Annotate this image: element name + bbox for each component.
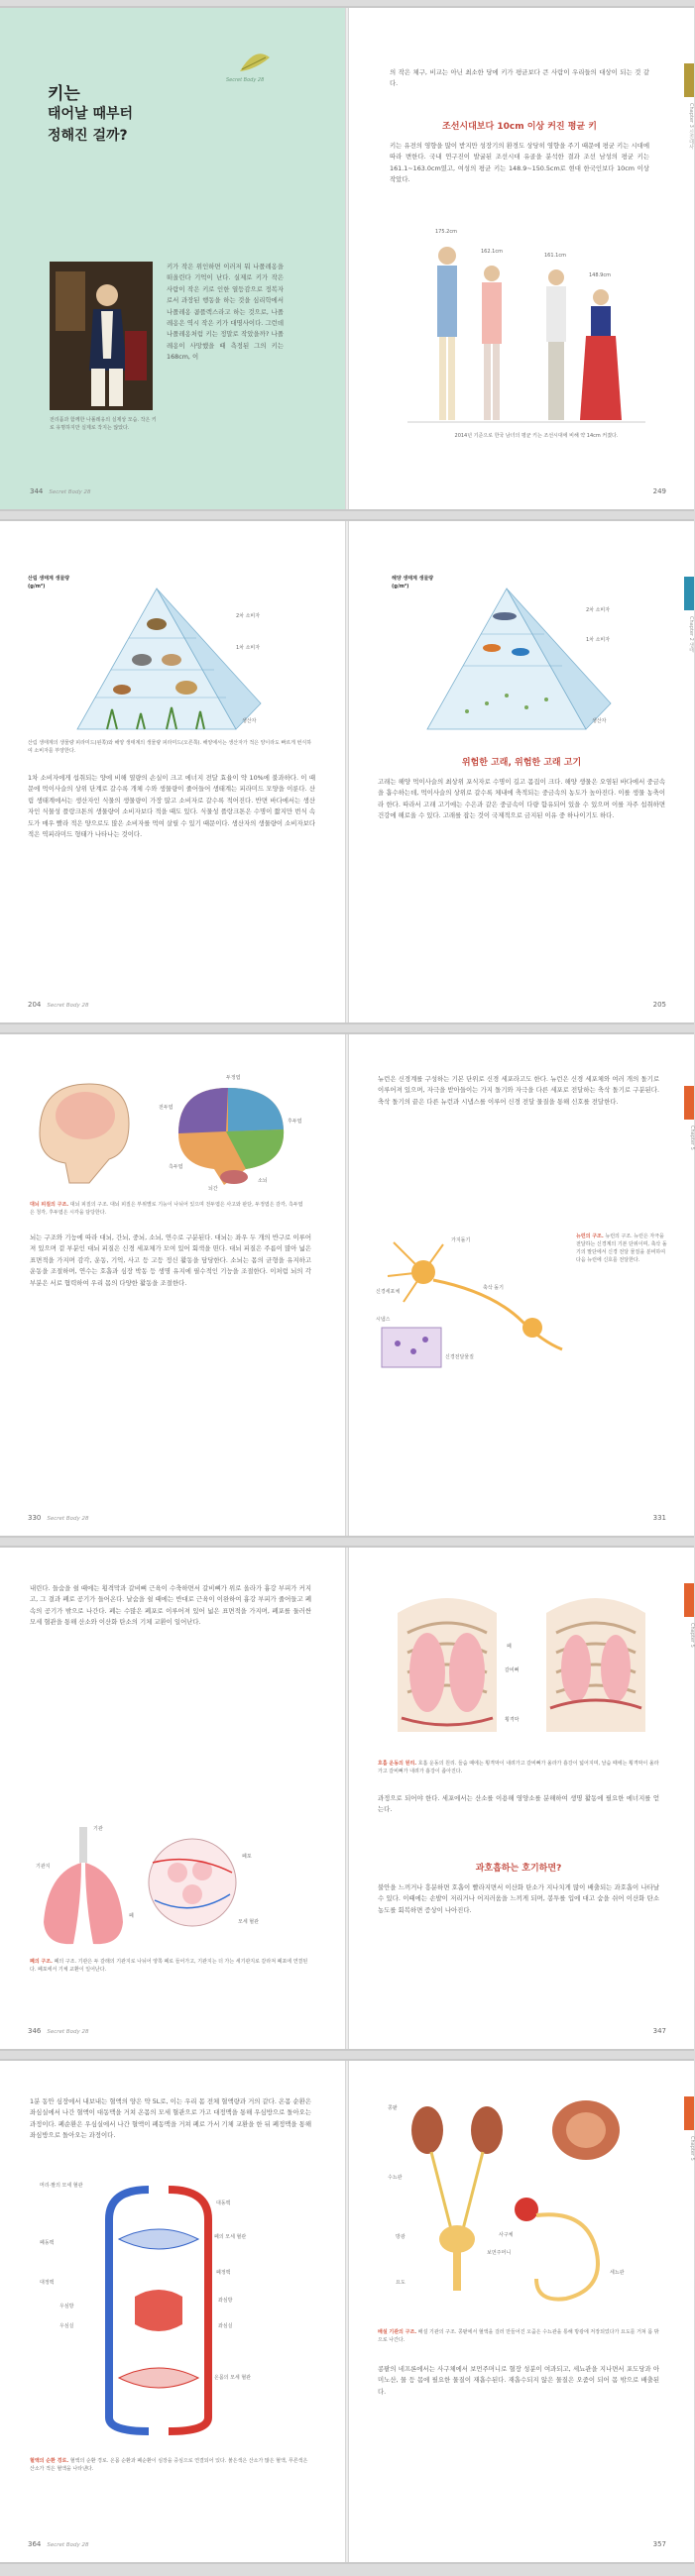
circ-label-1: 머리·팔의 모세 혈관	[40, 2183, 83, 2189]
section-subhead: 과호흡하는 호기하면?	[475, 1864, 562, 1874]
lung-label-5: 모세 혈관	[238, 1919, 259, 1925]
spread-1	[0, 6, 694, 511]
brain-figure	[30, 1074, 307, 1193]
lung-caption: 폐의 구조. 폐의 구조. 기관은 두 갈래의 기관지로 나뉘어 양쪽 폐로 들어가고, 기관지는 더 가는 세기관지로 갈라져 폐포에 연결된다. 폐포에서 기체 교환이 일어난다.	[30, 1959, 308, 1973]
page-331	[348, 1034, 694, 1536]
circ-label-6: 대정맥	[40, 2280, 55, 2286]
pyr1-label-1: 2차 소비자	[236, 613, 261, 619]
right-body-text: 키는 유전의 영향을 많이 받지만 성장기의 환경도 상당히 영향을 주기 때문에 평균 키는 시대에 따라 변한다. 국내 연구진이 발굴된 조선시대 유골을 분석한 결과 조선 남성의 평균 키는 161.1~163.0cm였고, 여성의 평균 키는 148.9~150.5cm로 현대 한국인보다 10cm 이상 작았다.	[390, 142, 649, 184]
circ-label-2: 폐의 모세 혈관	[214, 2234, 247, 2240]
chapter-tab	[684, 1583, 694, 1617]
lung-label-1: 기관	[93, 1826, 103, 1832]
left-body-text: 뇌는 구조와 기능에 따라 대뇌, 간뇌, 중뇌, 소뇌, 연수로 구분된다. 대뇌는 좌우 두 개의 반구로 이루어져 있으며 겉 부분인 대뇌 피질은 신경 세포체가 모여 있어 회색을 띤다. 대뇌 피질은 주름이 많아 넓은 표면적을 가지며 감각, 운동, 기억, 사고 등 고등 정신 활동을 담당한다. 소뇌는 몸의 균형을 유지하고 운동을 조절하며, 연수는 호흡과 심장 박동 등 생명 유지에 필수적인 기능을 조절한다. 이처럼 뇌의 각 부분은 서로 협력하여 우리 몸의 다양한 활동을 조절한다.	[30, 1234, 311, 1287]
page-205	[348, 521, 694, 1022]
circ-label-10: 좌심실	[218, 2323, 233, 2329]
right-body-text: 콩팥의 네프론에서는 사구체에서 보먼주머니로 혈장 성분이 여과되고, 세뇨관을 지나면서 포도당과 아미노산, 물 등 몸에 필요한 물질이 재흡수된다. 재흡수되지 않은 물질은 오줌이 되어 몸 밖으로 배출된다.	[378, 2365, 659, 2396]
kidney-figure	[388, 2091, 655, 2318]
kidney-label-3: 방광	[396, 2234, 405, 2240]
marine-pyramid	[398, 585, 636, 733]
right-body-top: 과정으로 되어야 한다. 세포에서는 산소를 이용해 영양소를 분해하여 생명 활동에 필요한 에너지를 얻는다.	[378, 1794, 659, 1814]
leaf-icon	[238, 52, 272, 73]
pyramid1-title: 산림 생태계 생물량 (g/m²)	[28, 576, 70, 590]
brain-label-4: 측두엽	[169, 1164, 183, 1170]
circ-label-11: 온몸의 모세 혈관	[214, 2375, 251, 2381]
page-number-left: 364 Secret Body 28	[28, 2540, 89, 2548]
page-number-left: 344 Secret Body 28	[30, 487, 91, 495]
kidney-label-5: 사구체	[499, 2232, 514, 2238]
spread-5	[0, 2059, 694, 2564]
height-caption: 2014년 기준으로 한국 남녀의 평균 키는 조선시대에 비해 약 14cm 커졌다.	[454, 433, 619, 439]
pyr1-label-3: 생산자	[242, 718, 257, 724]
pyramid2-title: 해양 생태계 생물량 (g/m²)	[392, 576, 434, 590]
neuron-figure	[374, 1233, 572, 1371]
circ-label-3: 대동맥	[216, 2200, 231, 2206]
neuron-label-1: 가지돌기	[451, 1237, 471, 1243]
brain-label-6: 뇌간	[208, 1186, 218, 1192]
lung-label-4: 폐포	[242, 1854, 252, 1860]
page-364	[0, 2061, 346, 2562]
spread-2	[0, 519, 694, 1024]
title-line-1: 키는	[48, 84, 80, 104]
pyr2-label-3: 생산자	[592, 718, 607, 724]
title-line-2: 태어날 때부터	[48, 106, 134, 122]
chest-label-1: 폐	[507, 1644, 512, 1650]
circ-label-4: 폐동맥	[40, 2240, 55, 2246]
neuron-label-2: 신경세포체	[376, 1289, 401, 1295]
right-body-text: 불안을 느끼거나 흥분하면 호흡이 빨라지면서 이산화 탄소가 지나치게 많이 배출되는 과호흡이 나타날 수 있다. 이때에는 손발이 저리거나 어지러움을 느끼게 되며, 봉투를 입에 대고 숨을 쉬어 이산화 탄소 농도를 회복하면 증상이 나아진다.	[378, 1883, 659, 1914]
kidney-label-7: 세뇨관	[610, 2270, 625, 2276]
page-number-left: 330 Secret Body 28	[28, 1514, 89, 1522]
forest-pyramid	[48, 585, 286, 733]
page-number-left: 346 Secret Body 28	[28, 2027, 89, 2035]
page-346	[0, 1548, 346, 2049]
page-number-right: 249	[652, 487, 666, 495]
kidney-label-1: 콩팥	[388, 2105, 398, 2111]
series-label: Secret Body 28	[226, 77, 265, 83]
title-line-3: 정해진 걸까?	[48, 128, 128, 144]
page-number-right: 357	[652, 2540, 666, 2548]
height-comparison-figure	[407, 226, 645, 424]
brain-caption: 대뇌 피질의 구조. 대뇌 피질의 구조. 대뇌 피질은 부위별로 기능이 나뉘어 있으며 전두엽은 사고와 판단, 두정엽은 감각, 측두엽은 청각, 후두엽은 시각을 담당한다.	[30, 1202, 303, 1216]
circulation-figure	[40, 2180, 278, 2437]
left-body-text: 키가 작은 위인하면 이러저 뭐 나폴레옹을 떠올린다 기억이 난다. 실제로 키가 작은 사람이 작은 키로 인한 열등감으로 정복자로서 과장된 행동을 하는 것을 심리학에서 나폴레옹 콤플렉스라고 하는 것으로, 나폴레옹은 역시 작은 키가 대명사이다. 그런데 나폴레옹처럼 키는 정말로 작았을까? 나폴레옹이 사망했을 때 측정된 그의 키는 168cm, 이	[167, 263, 284, 362]
kidney-label-4: 요도	[396, 2280, 405, 2286]
chest-label-2: 갈비뼈	[505, 1667, 520, 1673]
kidney-label-6: 보먼주머니	[487, 2250, 512, 2256]
chapter-tab	[684, 2096, 694, 2130]
brain-label-3: 후두엽	[288, 1119, 302, 1125]
portrait-caption: 전리품과 함께한 나폴레옹의 실제상 모습. 작은 키로 유명하지만 실제로 작지는 않았다.	[50, 417, 157, 431]
kidney-caption: 배설 기관의 구조. 배설 기관의 구조. 콩팥에서 혈액을 걸러 만들어진 오줌은 수뇨관을 통해 방광에 저장되었다가 요도를 거쳐 몸 밖으로 나간다.	[378, 2329, 659, 2343]
spread-3	[0, 1032, 694, 1538]
page-204	[0, 521, 346, 1022]
brain-label-1: 두정엽	[226, 1075, 241, 1081]
chapter-tab	[684, 1086, 694, 1120]
napoleon-portrait	[50, 262, 153, 410]
neuron-label-3: 축삭 돌기	[483, 1285, 504, 1291]
page-344	[0, 8, 346, 509]
chest-label-3: 횡격막	[505, 1717, 520, 1723]
chapter-tab-label: Chapter 5	[689, 1126, 695, 1150]
pyramid-caption: 산림 생태계의 생물량 피라미드(왼쪽)와 해양 생태계의 생물량 피라미드(오른쪽). 해양에서는 생산자가 적은 양이라도 빠르게 번식하여 소비자를 부양한다.	[28, 740, 312, 754]
pyr1-label-2: 1차 소비자	[236, 645, 261, 651]
neuron-label-4: 시냅스	[376, 1317, 391, 1323]
spread-4	[0, 1546, 694, 2051]
neuron-label-5: 신경전달물질	[445, 1354, 474, 1360]
page-249	[348, 8, 694, 509]
chapter-tab	[684, 63, 694, 97]
chapter-tab-label: Chapter 2 생태	[688, 616, 694, 653]
circ-label-9: 우심실	[59, 2323, 74, 2329]
right-body-text: 고래는 해양 먹이사슬의 최상위 포식자로 수명이 길고 몸집이 크다. 해양 생물은 오염된 바다에서 중금속을 흡수하는데, 먹이사슬의 상위로 갈수록 체내에 축적되는 중금속의 농도가 높아진다. 이를 생물 농축이라 한다. 따라서 고래 고기에는 수은과 같은 중금속이 다량 함유되어 있을 수 있으며 이를 자주 섭취하면 건강에 해로울 수 있다. 고래를 잡는 것이 국제적으로 금지된 이유 중 하나이기도 하다.	[378, 778, 665, 820]
page-number-right: 205	[652, 1001, 666, 1009]
page-347	[348, 1548, 694, 2049]
pyr2-label-2: 1차 소비자	[586, 637, 611, 643]
chapter-tab	[684, 577, 694, 610]
section-subhead: 조선시대보다 10cm 이상 커진 평균 키	[442, 122, 597, 132]
page-number-right: 347	[652, 2027, 666, 2035]
height-label-1: 175.2cm	[435, 229, 457, 235]
chest-figure	[378, 1583, 655, 1752]
lung-figure	[34, 1823, 282, 1952]
brain-label-2: 전두엽	[159, 1105, 174, 1111]
height-label-4: 148.9cm	[589, 272, 611, 278]
chapter-tab-label: Chapter 3 신진대사	[688, 103, 694, 150]
page-357	[348, 2061, 694, 2562]
page-number-right: 331	[652, 1514, 666, 1522]
pyr2-label-1: 2차 소비자	[586, 607, 611, 613]
right-body-text: 뉴런은 신경계를 구성하는 기본 단위로 신경 세포라고도 한다. 뉴런은 신경 세포체와 여러 개의 돌기로 이루어져 있으며, 자극을 받아들이는 가지 돌기와 자극을 다른 세포로 전달하는 축삭 돌기로 구분된다. 축삭 돌기의 끝은 다른 뉴런과 시냅스를 이루어 신경 전달 물질을 통해 신호를 전달한다.	[378, 1075, 659, 1106]
chest-caption: 호흡 운동의 원리. 호흡 운동의 원리. 들숨 때에는 횡격막이 내려가고 갈비뼈가 올라가 흉강이 넓어지며, 날숨 때에는 횡격막이 올라가고 갈비뼈가 내려가 흉강이 좁아진다.	[378, 1761, 659, 1774]
circ-label-5: 폐정맥	[216, 2270, 231, 2276]
height-label-2: 162.1cm	[481, 249, 503, 255]
right-body-top: 의 작은 체구, 비교는 아닌 최소한 당에 키가 평균보다 큰 사람이 우리들의 대상이 되는 것 같다.	[390, 68, 649, 88]
circ-label-8: 좌심방	[218, 2298, 233, 2304]
left-body-text: 내린다. 들숨을 쉴 때에는 횡격막과 갈비뼈 근육이 수축하면서 갈비뼈가 위로 올라가 흉강 부피가 커지고, 그 결과 폐로 공기가 들어온다. 날숨을 쉴 때에는 반대로 근육이 이완하여 흉강 부피가 줄어들고 폐 속의 공기가 밖으로 나간다. 폐는 수많은 폐포로 이루어져 있어 넓은 표면적을 가지며, 폐포를 둘러싼 모세 혈관을 통해 산소와 이산화 탄소의 기체 교환이 일어난다.	[30, 1584, 311, 1627]
height-label-3: 161.1cm	[544, 253, 566, 259]
lung-label-3: 폐	[129, 1913, 134, 1919]
circulation-caption: 혈액의 순환 경로. 혈액의 순환 경로. 온몸 순환과 폐순환이 심장을 중심으로 연결되어 있다. 붉은색은 산소가 많은 혈액, 푸른색은 산소가 적은 혈액을 나타낸다.	[30, 2458, 308, 2472]
page-number-left: 204 Secret Body 28	[28, 1001, 89, 1009]
left-body-text: 1차 소비자에게 섭취되는 양에 비해 열량의 손실이 크고 에너지 전달 효율이 약 10%에 불과하다. 이 때문에 먹이사슬의 상위 단계로 갈수록 개체 수와 생물량이 줄어들어 생태계는 피라미드 모양을 이룬다. 산림 생태계에서는 생산자인 식물의 생물량이 가장 많고 소비자로 갈수록 적어진다. 반면 바다에서는 생산자인 식물성 플랑크톤의 생물량이 소비자보다 적을 때도 있다. 식물성 플랑크톤은 수명이 짧지만 번식 속도가 매우 빨라 적은 양으로도 많은 소비자를 먹여 살릴 수 있기 때문이다. 생산자의 생물량이 소비자보다 적은 역피라미드 형태가 나타나는 것이다.	[28, 774, 315, 839]
chapter-tab-label: Chapter 5	[689, 1623, 695, 1648]
lung-label-2: 기관지	[36, 1864, 51, 1870]
section-subhead: 위험한 고래, 위험한 고래 고기	[461, 758, 582, 768]
page-330	[0, 1034, 346, 1536]
chapter-tab-label: Chapter 5	[689, 2136, 695, 2161]
neuron-caption: 뉴런의 구조. 뉴런의 구조. 뉴런은 자극을 전달하는 신경계의 기본 단위이며, 축삭 돌기의 말단에서 신경 전달 물질을 분비하여 다음 뉴런에 신호를 전달한다.	[576, 1234, 667, 1263]
brain-label-5: 소뇌	[258, 1178, 268, 1184]
kidney-label-2: 수뇨관	[388, 2175, 403, 2181]
circ-label-7: 우심방	[59, 2304, 74, 2309]
left-body-text: 1분 동안 심장에서 내보내는 혈액의 양은 약 5L로, 이는 우리 몸 전체 혈액량과 거의 같다. 온몸 순환은 좌심실에서 나간 혈액이 대동맥을 거쳐 온몸의 모세 혈관으로 가고 대정맥을 통해 우심방으로 돌아오는 과정이다. 폐순환은 우심실에서 나간 혈액이 폐동맥을 거쳐 폐로 가서 기체 교환을 한 뒤 폐정맥을 통해 좌심방으로 돌아오는 과정이다.	[30, 2097, 311, 2140]
